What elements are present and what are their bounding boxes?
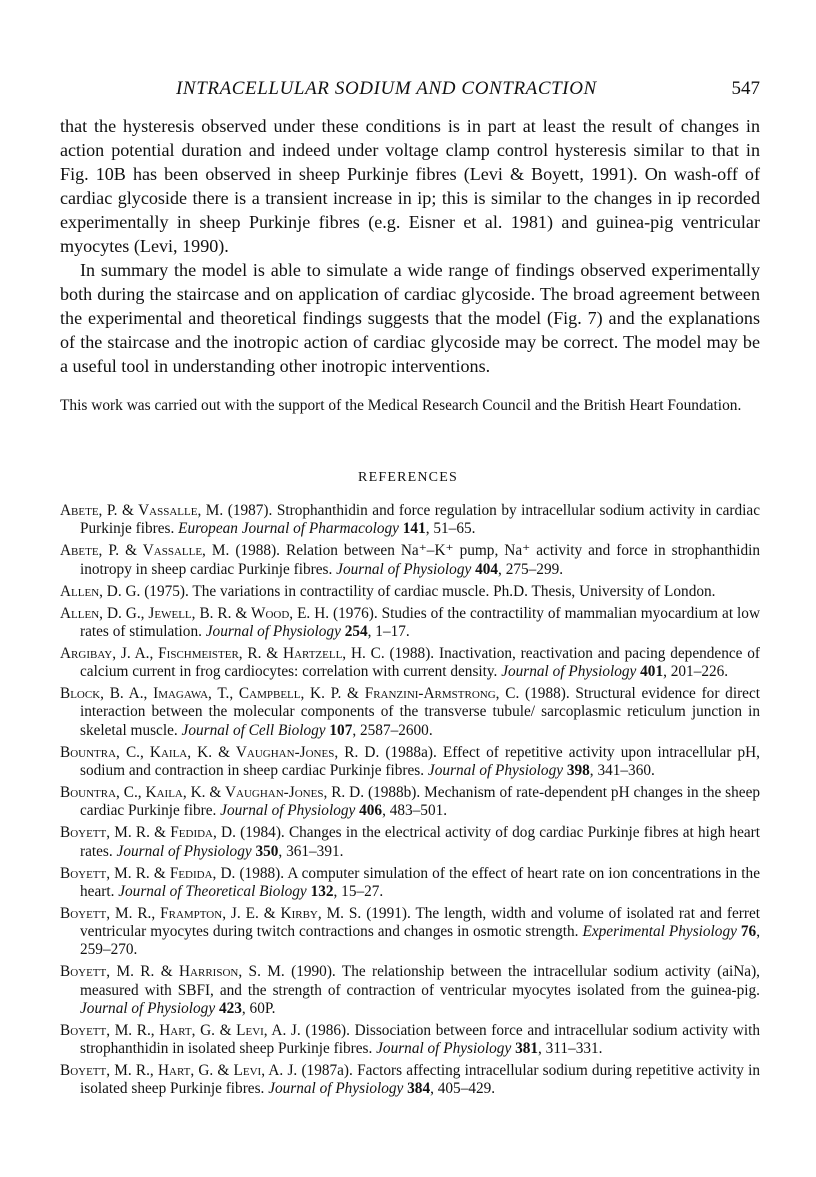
reference-year: (1988a). <box>385 743 437 761</box>
reference-pages: , 60P. <box>241 999 276 1017</box>
reference-authors: Bountra, C., Kaila, K. & Vaughan-Jones, R. D. <box>60 743 380 761</box>
reference-volume: 141 <box>402 520 426 538</box>
reference-journal: Journal of Physiology <box>205 622 341 640</box>
reference-volume: 254 <box>344 622 368 640</box>
reference-title: Effect of repetitive activity upon intracellular pH, sodium and contraction in sheep cardiac Purkinje fibres. <box>80 743 760 779</box>
reference-volume: 401 <box>640 663 664 681</box>
reference-title: Dissociation between force and intracellular sodium activity with strophanthidin in isolated sheep Purkinje fibres. <box>80 1021 760 1058</box>
reference-title: Structural evidence for direct interaction between the molecular components of the transverse tubule/ sarcoplasmic reticulum junction in skeletal muscle. <box>80 685 760 739</box>
reference-year: (1976). <box>333 604 378 622</box>
reference-journal: Journal of Physiology <box>501 663 637 681</box>
reference-entry <box>60 963 760 1018</box>
reference-journal: Journal of Physiology <box>427 761 564 779</box>
reference-entry <box>60 744 760 780</box>
reference-pages: , 405–429. <box>430 1080 496 1098</box>
reference-authors: Boyett, M. R., Hart, G. & Levi, A. J. <box>60 1021 301 1039</box>
reference-authors: Abete, P. & Vassalle, M. <box>60 542 230 560</box>
reference-journal: Journal of Theoretical Biology <box>118 882 307 900</box>
reference-entry <box>60 583 760 601</box>
reference-volume: 423 <box>218 999 242 1017</box>
reference-year: (1987a). <box>301 1062 353 1080</box>
reference-journal: Experimental Physiology <box>582 923 737 941</box>
reference-entry <box>60 1022 760 1058</box>
reference-pages: , 483–501. <box>382 802 448 820</box>
reference-year: (1990). <box>291 963 336 981</box>
reference-title: Factors affecting intracellular sodium during repetitive activity in isolated sheep Purkinje fibres. <box>80 1062 760 1098</box>
reference-journal: Journal of Physiology <box>116 842 252 860</box>
reference-title: Inactivation, reactivation and pacing dependence of calcium current in frog cardiocytes: correlation with current density. <box>80 644 760 681</box>
reference-pages: , 51–65. <box>425 520 476 538</box>
reference-authors: Abete, P. & Vassalle, M. <box>60 502 224 519</box>
acknowledgement: This work was carried out with the support of the Medical Research Council and the British Heart Foundation. <box>60 397 742 414</box>
reference-authors: Block, B. A., Imagawa, T., Campbell, K. P. & Franzini-Armstrong, C. <box>60 685 520 703</box>
reference-pages: , 2587–2600. <box>352 721 433 739</box>
reference-title: The length, width and volume of isolated rat and ferret ventricular myocytes during twitch contractions and changes in osmotic strength. <box>80 904 760 941</box>
reference-authors: Allen, D. G. <box>60 582 141 600</box>
reference-journal: Journal of Cell Biology <box>181 721 326 739</box>
reference-year: (1988). <box>525 685 570 703</box>
reference-list <box>60 502 760 1103</box>
reference-pages: , 275–299. <box>498 560 564 578</box>
running-title: INTRACELLULAR SODIUM AND CONTRACTION <box>176 78 597 99</box>
reference-authors: Boyett, M. R. & Harrison, S. M. <box>60 963 285 981</box>
reference-title: Changes in the electrical activity of dog cardiac Purkinje fibres at high heart rates. <box>80 824 760 860</box>
reference-pages: , 259–270. <box>80 923 761 959</box>
reference-authors: Boyett, M. R. & Fedida, D. <box>60 824 236 842</box>
reference-year: (1988b). <box>367 784 421 802</box>
paragraph-summary: In summary the model is able to simulate a wide range of findings observed experimentally both during the staircase and on application of cardiac glycoside. The broad agreement between the experimental and theoretical findings suggests that the model (Fig. 7) and the explanations of the staircase and the inotropic action of cardiac glycoside may be correct. The model may be a useful tool in understanding other inotropic interventions. <box>60 260 760 376</box>
reference-pages: , 1–17. <box>367 622 410 640</box>
reference-entry <box>60 905 760 960</box>
reference-volume: 398 <box>566 761 590 779</box>
reference-year: (1984). <box>240 824 285 842</box>
reference-title: Relation between Na⁺–K⁺ pump, Na⁺ activity and force in strophanthidin inotropy in sheep cardiac Purkinje fibres. <box>80 542 761 578</box>
references-heading: REFERENCES <box>358 470 458 485</box>
reference-journal: European Journal of Pharmacology <box>178 520 399 538</box>
reference-year: (1988). <box>239 864 285 882</box>
reference-entry <box>60 784 760 820</box>
reference-volume: 384 <box>407 1080 431 1098</box>
reference-entry <box>60 1062 760 1098</box>
reference-journal: Journal of Physiology <box>80 999 216 1017</box>
running-header <box>60 78 760 102</box>
reference-entry <box>60 542 760 578</box>
paragraph-hysteresis: that the hysteresis observed under these conditions is in part at least the result of changes in action potential duration and indeed under voltage clamp control hysteresis similar to that in Fig. 10B has been observed in sheep Purkinje fibres (Levi & Boyett, 1991). On wash-off of cardiac glycoside there is a transient increase in ip; this is similar to the changes in ip recorded experimentally in sheep Purkinje fibres (e.g. Eisner et al. 1981) and guinea-pig ventricular myocytes (Levi, 1990). <box>60 116 760 256</box>
reference-journal: Journal of Physiology <box>268 1080 404 1098</box>
reference-journal: Journal of Physiology <box>220 802 356 820</box>
reference-year: (1988). <box>389 644 435 662</box>
reference-volume: 381 <box>515 1040 539 1058</box>
reference-entry <box>60 502 760 538</box>
reference-title: The relationship between the intracellular sodium activity (aiNa), measured with SBFI, and the strength of contraction of ventricular myocytes isolated from the guinea-pig. <box>80 963 760 999</box>
reference-title: Strophanthidin and force regulation by intracellular sodium activity in cardiac Purkinje fibres. <box>80 502 761 538</box>
reference-entry <box>60 685 760 740</box>
reference-authors: Allen, D. G., Jewell, B. R. & Wood, E. H. <box>60 604 330 622</box>
reference-pages: , 311–331. <box>538 1040 603 1058</box>
reference-entry <box>60 824 760 860</box>
reference-volume: 107 <box>329 721 353 739</box>
reference-volume: 406 <box>359 802 383 820</box>
reference-pages: , 361–391. <box>278 842 344 860</box>
reference-title: A computer simulation of the effect of heart rate on ion concentrations in the heart. <box>80 864 760 900</box>
reference-year: (1991). <box>366 904 411 922</box>
reference-entry <box>60 865 760 901</box>
reference-year: (1988). <box>235 542 280 560</box>
reference-volume: 350 <box>255 842 279 860</box>
reference-volume: 132 <box>310 882 334 900</box>
reference-pages: , 15–27. <box>333 882 384 900</box>
reference-journal: Journal of Physiology <box>336 560 472 578</box>
reference-authors: Bountra, C., Kaila, K. & Vaughan-Jones, R. D. <box>60 784 365 802</box>
reference-title: Studies of the contractility of mammalian myocardium at low rates of stimulation. <box>80 604 760 640</box>
reference-year: (1987). <box>227 502 273 519</box>
reference-entry <box>60 645 760 681</box>
reference-year: (1975). <box>144 582 189 600</box>
reference-entry <box>60 605 760 641</box>
reference-pages: , 341–360. <box>589 761 655 779</box>
reference-journal: Journal of Physiology <box>376 1040 512 1058</box>
reference-authors: Boyett, M. R., Frampton, J. E. & Kirby, M. S. <box>60 904 362 922</box>
page-number: 547 <box>731 78 760 99</box>
reference-pages: , 201–226. <box>663 663 729 681</box>
reference-title: Mechanism of rate-dependent pH changes in the sheep cardiac Purkinje fibre. <box>80 784 761 820</box>
reference-authors: Boyett, M. R., Hart, G. & Levi, A. J. <box>60 1062 298 1080</box>
reference-authors: Argibay, J. A., Fischmeister, R. & Hartzell, H. C. <box>60 644 385 662</box>
reference-year: (1986). <box>305 1021 350 1039</box>
reference-title: The variations in contractility of cardiac muscle. Ph.D. Thesis, University of London. <box>192 582 716 600</box>
body-text <box>60 114 760 378</box>
reference-authors: Boyett, M. R. & Fedida, D. <box>60 864 236 882</box>
reference-volume: 76 <box>740 923 757 941</box>
reference-volume: 404 <box>475 560 499 578</box>
